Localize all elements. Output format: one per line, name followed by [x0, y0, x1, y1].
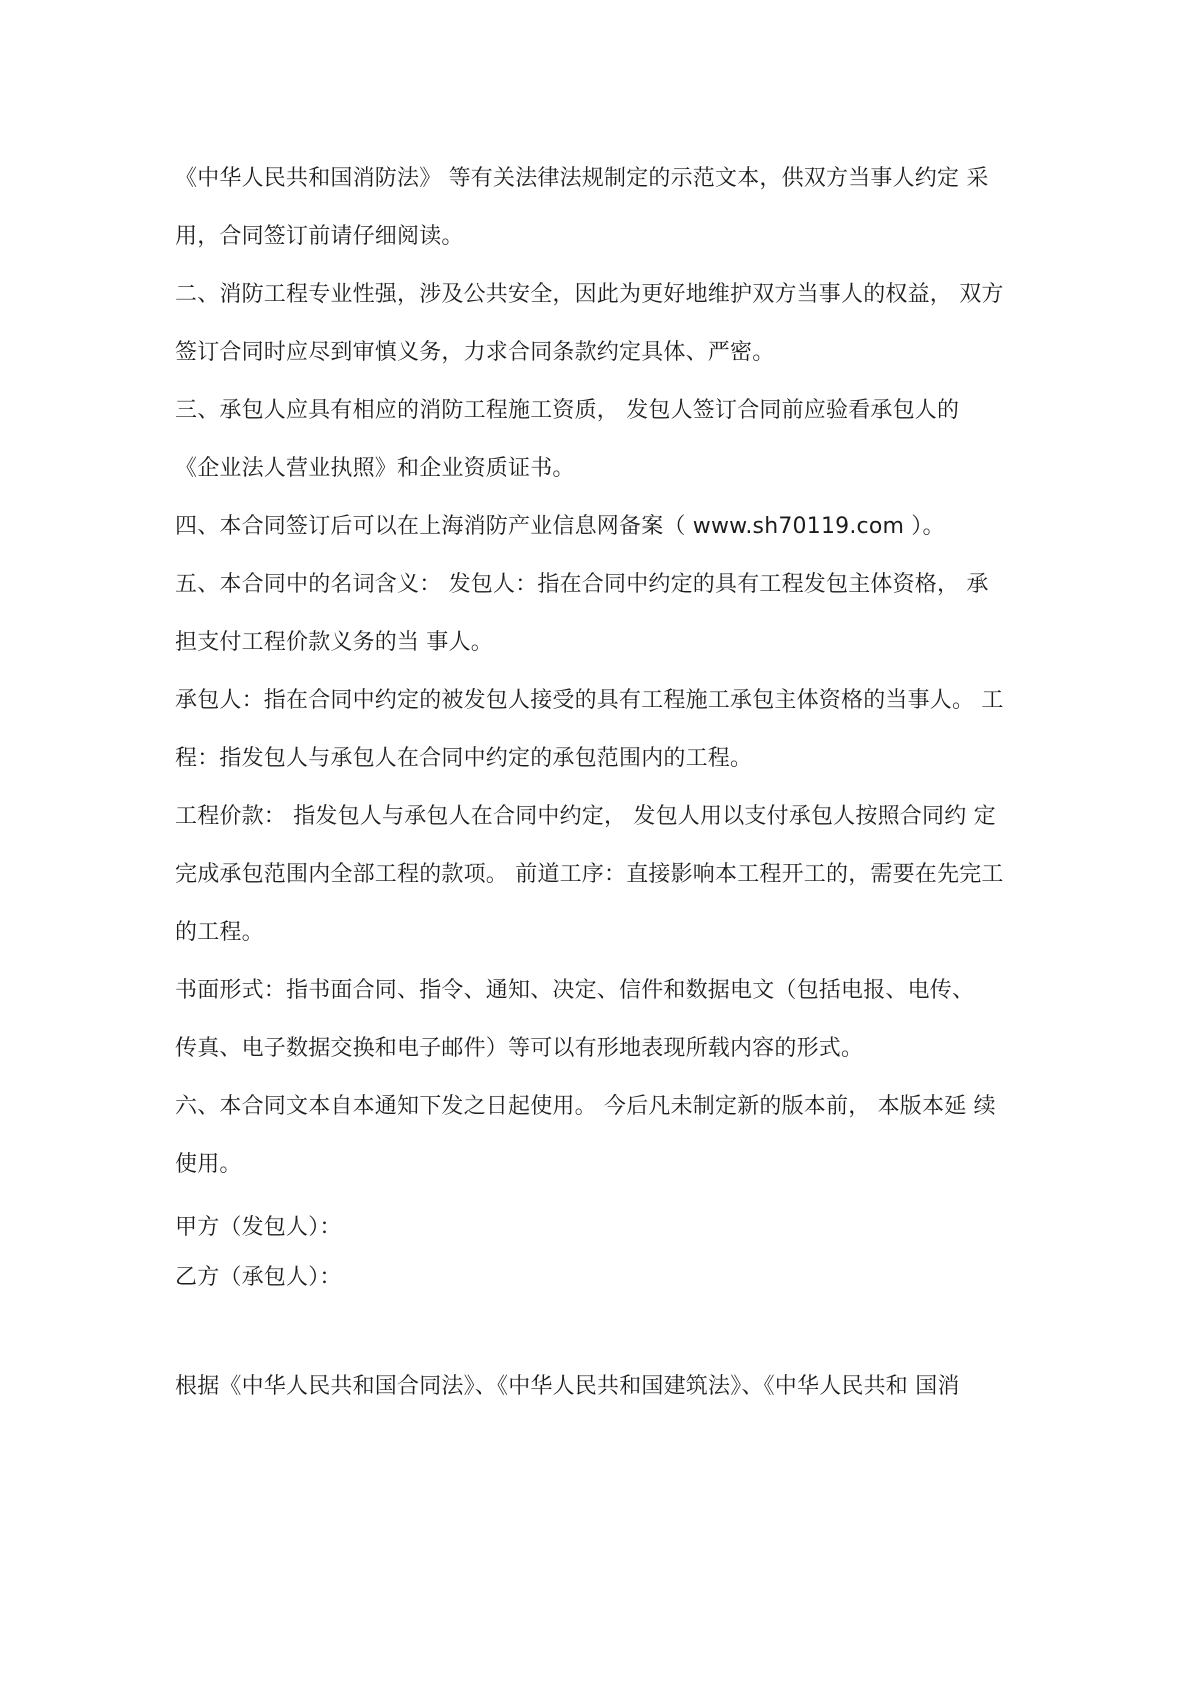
text-line: 担支付工程价款义务的当 事人。: [175, 630, 493, 655]
text-line: 根据《中华人民共和国合同法》、《中华人民共和国建筑法》、《中华人民共和 国消: [175, 1374, 960, 1399]
text-line: 签订合同时应尽到审慎义务，力求合同条款约定具体、严密。: [175, 340, 775, 365]
text-line: 三、承包人应具有相应的消防工程施工资质， 发包人签订合同前应验看承包人的: [175, 398, 960, 423]
text-line: 传真、电子数据交换和电子邮件）等可以有形地表现所载内容的形式。: [175, 1036, 864, 1061]
text-line: 六、本合同文本自本通知下发之日起使用。 今后凡未制定新的版本前， 本版本延 续: [175, 1094, 996, 1119]
text-line: 工程价款： 指发包人与承包人在合同中约定， 发包人用以支付承包人按照合同约 定: [175, 804, 996, 829]
text-line: 五、本合同中的名词含义： 发包人：指在合同中约定的具有工程发包主体资格， 承: [175, 572, 989, 597]
text-line: 用，合同签订前请仔细阅读。: [175, 224, 464, 249]
text-line: 书面形式：指书面合同、指令、通知、决定、信件和数据电文（包括电报、电传、: [175, 978, 975, 1003]
text-line: 四、本合同签订后可以在上海消防产业信息网备案（ www.sh70119.com ）。: [175, 514, 945, 539]
text-line: 二、消防工程专业性强，涉及公共安全，因此为更好地维护双方当事人的权益， 双方: [175, 282, 1004, 307]
text-line: 的工程。: [175, 920, 264, 945]
text-line: 《企业法人营业执照》和企业资质证书。: [175, 456, 575, 481]
text-line: 完成承包范围内全部工程的款项。 前道工序：直接影响本工程开工的，需要在先完工: [175, 862, 1004, 887]
party-a-label: 甲方（发包人）：: [175, 1215, 342, 1240]
party-b-label: 乙方（承包人）：: [175, 1265, 342, 1290]
text-line: 承包人：指在合同中约定的被发包人接受的具有工程施工承包主体资格的当事人。 工: [175, 688, 1004, 713]
text-line: 《中华人民共和国消防法》 等有关法律法规制定的示范文本，供双方当事人约定 采: [175, 166, 989, 191]
text-line: 使用。: [175, 1152, 242, 1177]
text-line: 程：指发包人与承包人在合同中约定的承包范围内的工程。: [175, 746, 753, 771]
